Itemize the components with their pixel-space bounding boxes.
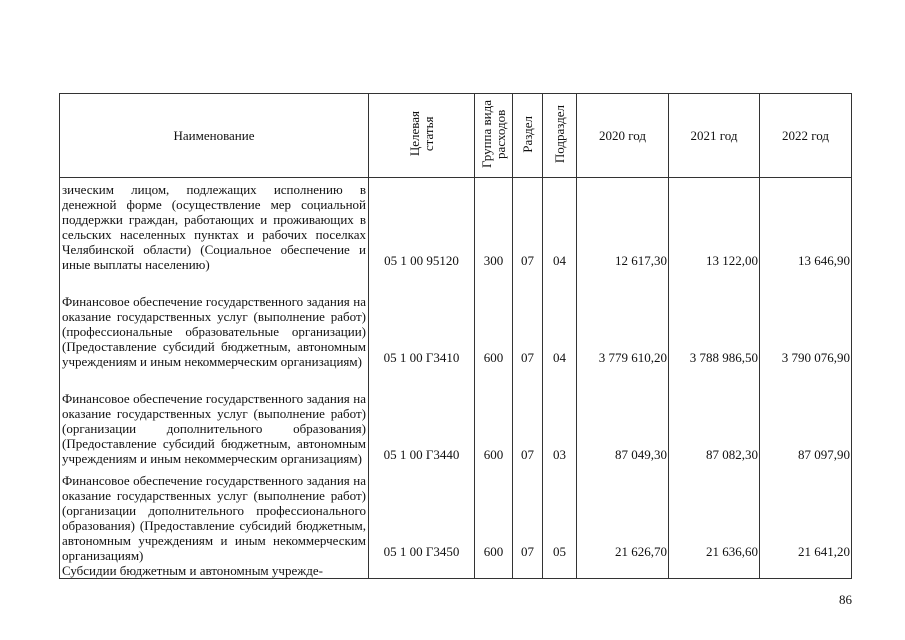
row-amount-2020: 21 626,70: [577, 466, 669, 563]
row-amount-2022: 13 646,90: [760, 178, 852, 272]
row-subsection: 03: [543, 369, 577, 466]
header-expense-group: [475, 94, 513, 178]
row-subsection: [543, 563, 577, 579]
row-expense-group: [475, 563, 513, 579]
row-amount-2022: 87 097,90: [760, 369, 852, 466]
table-row: [60, 178, 852, 272]
row-name: Финансовое обеспечение государственного задания на оказание государственных услуг (выполнение работ) (организации дополнительного образования) (Предоставление субсидий бюджетным, автономным учреждениям и иным некоммерческим организациям): [60, 369, 369, 466]
row-expense-group: 600: [475, 466, 513, 563]
row-amount-2021: [669, 563, 760, 579]
row-subsection: 05: [543, 466, 577, 563]
row-expense-group: 300: [475, 178, 513, 272]
header-year-2021: 2021 год: [669, 94, 760, 178]
row-subsection: 04: [543, 272, 577, 369]
row-amount-2021: 13 122,00: [669, 178, 760, 272]
row-target-article: 05 1 00 Г3410: [369, 272, 475, 369]
row-expense-group: 600: [475, 272, 513, 369]
header-section-text: Раздел: [519, 115, 535, 153]
row-section: [513, 563, 543, 579]
table-row: [60, 466, 852, 563]
row-amount-2022: 21 641,20: [760, 466, 852, 563]
table-row: [60, 563, 852, 579]
row-section: 07: [513, 369, 543, 466]
row-name: Финансовое обеспечение государственного задания на оказание государственных услуг (выполнение работ) (организации дополнительного профессионального образования) (Предоставление субсидий бюджетным, автономным учреждениям и иным некоммерческим организациям): [60, 466, 369, 563]
row-section: 07: [513, 178, 543, 272]
row-section: 07: [513, 466, 543, 563]
row-section: 07: [513, 272, 543, 369]
row-name: Финансовое обеспечение государственного задания на оказание государственных услуг (выполнение работ) (профессиональные образовательные организации) (Предоставление субсидий бюджетным, автономным учреждениям и иным некоммерческим организациям): [60, 272, 369, 369]
row-amount-2020: 3 779 610,20: [577, 272, 669, 369]
row-amount-2021: 3 788 986,50: [669, 272, 760, 369]
row-amount-2022: [760, 563, 852, 579]
row-amount-2021: 21 636,60: [669, 466, 760, 563]
row-amount-2021: 87 082,30: [669, 369, 760, 466]
row-target-article: 05 1 00 Г3450: [369, 466, 475, 563]
row-expense-group: 600: [475, 369, 513, 466]
row-amount-2020: [577, 563, 669, 579]
header-name: Наименование: [60, 94, 369, 178]
header-row: [60, 94, 852, 178]
row-amount-2020: 87 049,30: [577, 369, 669, 466]
header-subsection: [543, 94, 577, 178]
row-subsection: 04: [543, 178, 577, 272]
row-amount-2020: 12 617,30: [577, 178, 669, 272]
row-target-article: 05 1 00 Г3440: [369, 369, 475, 466]
header-year-2020: 2020 год: [577, 94, 669, 178]
header-year-2022: 2022 год: [760, 94, 852, 178]
header-target-article-text: Целевая статья: [406, 111, 436, 157]
header-section: [513, 94, 543, 178]
page-number: 86: [839, 592, 852, 607]
table-row: [60, 369, 852, 466]
header-expense-group-text: Группа вида расходов: [478, 100, 508, 168]
row-target-article: [369, 563, 475, 579]
row-name: зическим лицом, подлежащих исполнению в денежной форме (осуществление мер социальной поддержки граждан, работающих и проживающих в сельских населенных пунктах и рабочих поселках Челябинской области) (Социальное обеспечение и иные выплаты населению): [60, 178, 369, 272]
row-target-article: 05 1 00 95120: [369, 178, 475, 272]
header-subsection-text: Подраздел: [551, 104, 567, 164]
row-name: Субсидии бюджетным и автономным учрежде-: [60, 563, 369, 579]
header-target-article: [369, 94, 475, 178]
row-amount-2022: 3 790 076,90: [760, 272, 852, 369]
budget-table: [59, 93, 852, 579]
table-row: [60, 272, 852, 369]
